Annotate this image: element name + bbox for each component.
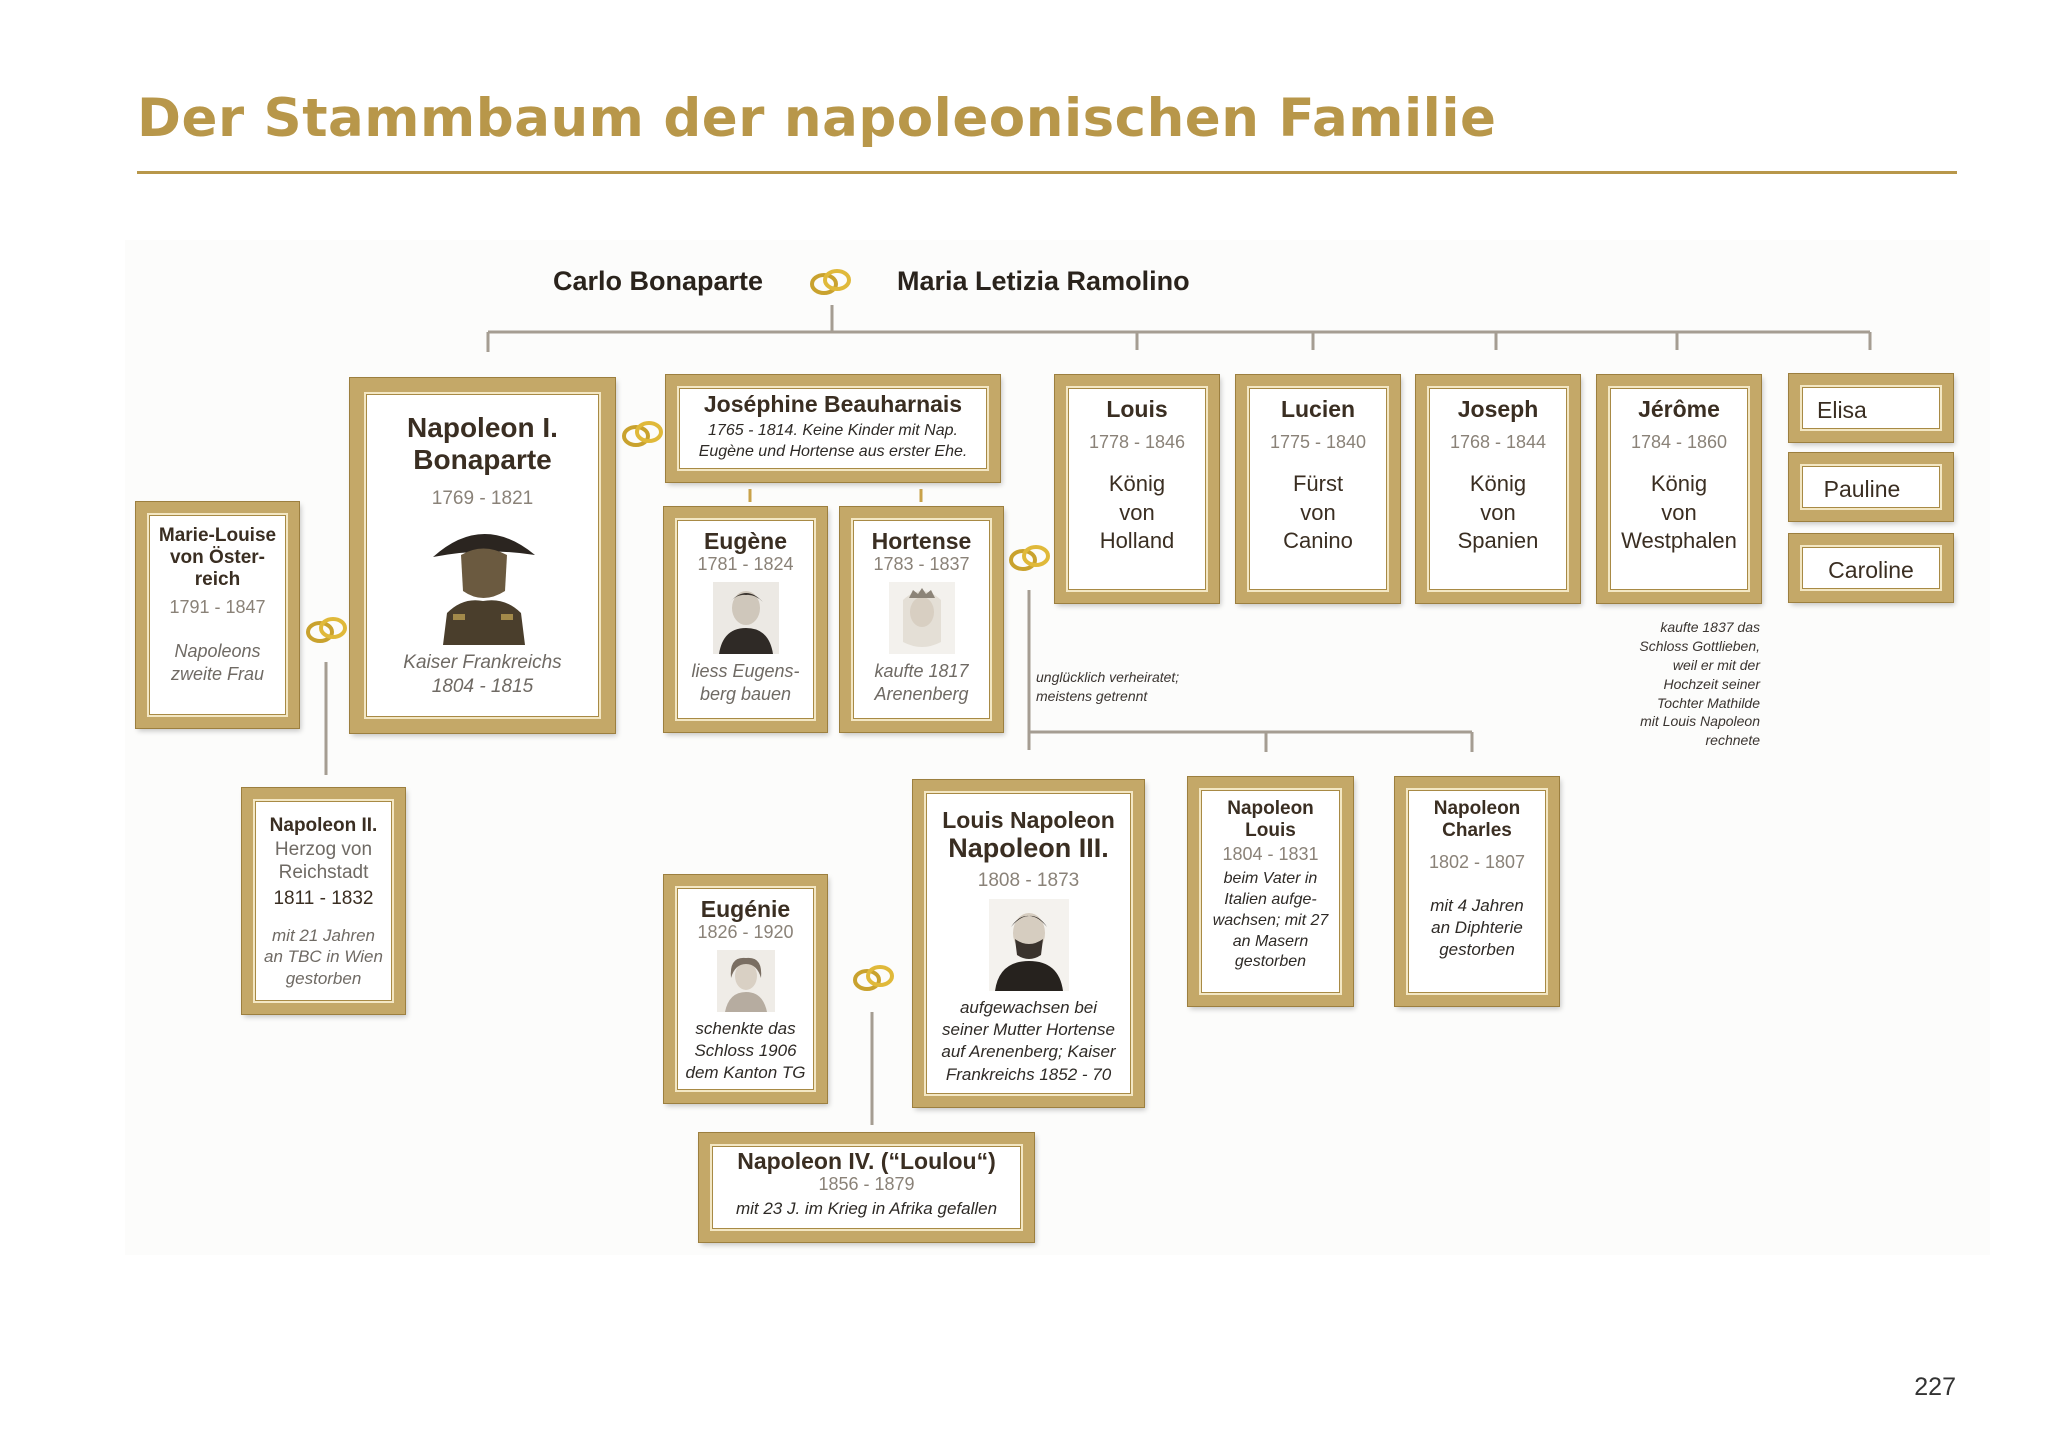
- joseph-years: 1768 - 1844: [1449, 432, 1547, 453]
- napoleon1-name: Napoleon I. Bonaparte: [407, 412, 558, 476]
- card-napoleon-4: [699, 1133, 1034, 1242]
- louis-years: 1778 - 1846: [1088, 432, 1186, 453]
- parent-mother: Maria Letizia Ramolino: [897, 266, 1190, 296]
- hortense-name: Hortense: [871, 528, 972, 554]
- napoleon-louis-name: Napoleon Louis: [1227, 798, 1314, 841]
- napoleon-3-portrait-icon: [989, 899, 1069, 991]
- lucien-title: Fürst von Canino: [1283, 471, 1353, 554]
- card-napoleon-charles: [1395, 777, 1559, 1006]
- card-napoleon-louis: [1188, 777, 1353, 1006]
- louis-title: König von Holland: [1099, 471, 1175, 554]
- card-elisa: [1789, 374, 1953, 442]
- joseph-title: König von Spanien: [1457, 471, 1539, 554]
- napoleon-louis-note: beim Vater in Italien aufge- wachsen; mit 27 an Masern gestorben: [1212, 870, 1329, 971]
- parent-father: Carlo Bonaparte: [553, 266, 764, 296]
- wedding-rings-icon: [304, 613, 350, 647]
- napoleon2-title: Herzog von Reichstadt: [274, 838, 373, 883]
- hortense-portrait-icon: [889, 582, 955, 654]
- hortense-note: kaufte 1817 Arenenberg: [874, 661, 969, 704]
- card-napoleon-1: [350, 378, 615, 733]
- eugenie-years: 1826 - 1920: [697, 922, 794, 943]
- card-marie-louise: [136, 502, 299, 728]
- napoleon2-years: 1811 - 1832: [273, 888, 374, 910]
- caroline-name: Caroline: [1828, 557, 1914, 583]
- eugene-note: liess Eugens- berg bauen: [691, 661, 800, 704]
- page-number: 227: [1914, 1373, 1956, 1401]
- louis-name: Louis: [1106, 396, 1168, 422]
- napoleon2-name: Napoleon II.: [269, 815, 378, 836]
- card-pauline: [1789, 453, 1953, 521]
- jerome-name: Jérôme: [1638, 396, 1720, 422]
- napoleon-charles-name: Napoleon Charles: [1433, 798, 1521, 841]
- napoleon1-note: Kaiser Frankreichs 1804 - 1815: [403, 652, 562, 697]
- card-napoleon-3: [913, 780, 1144, 1107]
- marie-louise-name: Marie-Louise von Öster- reich: [158, 525, 277, 590]
- joseph-name: Joseph: [1457, 396, 1539, 422]
- lucien-years: 1775 - 1840: [1269, 432, 1367, 453]
- wedding-rings-icon: [851, 961, 897, 995]
- wedding-rings-icon: [620, 417, 666, 451]
- wedding-rings-icon: [1007, 541, 1053, 575]
- marie-louise-years: 1791 - 1847: [169, 596, 266, 617]
- card-caroline: [1789, 534, 1953, 602]
- card-lucien: [1236, 375, 1400, 603]
- napoleon4-years: 1856 - 1879: [818, 1174, 915, 1195]
- jerome-title: König von Westphalen: [1621, 471, 1737, 554]
- card-eugene: [664, 507, 827, 732]
- eugene-years: 1781 - 1824: [697, 554, 794, 575]
- eugene-portrait-icon: [713, 582, 779, 654]
- napoleon2-note: mit 21 Jahren an TBC in Wien gestorben: [264, 926, 383, 988]
- napoleon1-years: 1769 - 1821: [431, 488, 534, 510]
- napoleon3-name: Louis Napoleon Napoleon III.: [942, 807, 1115, 864]
- eugene-name: Eugène: [703, 528, 788, 554]
- eugenie-note: schenkte das Schloss 1906 dem Kanton TG: [685, 1019, 806, 1083]
- napoleon-louis-years: 1804 - 1831: [1222, 843, 1319, 864]
- napoleon4-note: mit 23 J. im Krieg in Afrika gefallen: [735, 1199, 998, 1219]
- napoleon-charles-years: 1802 - 1807: [1428, 851, 1526, 872]
- jerome-note: kaufte 1837 das Schloss Gottlieben, weil er mit der Hochzeit seiner Tochter Mathilde mit Louis Napoleon rechnete: [1639, 619, 1760, 749]
- napoleon-bust-portrait-icon: [423, 517, 543, 645]
- napoleon-charles-note: mit 4 Jahren an Diphterie gestorben: [1430, 896, 1524, 960]
- elisa-name: Elisa: [1817, 397, 1867, 423]
- napoleon3-years: 1808 - 1873: [977, 870, 1080, 892]
- marie-louise-note: Napoleons zweite Frau: [170, 641, 265, 684]
- napoleon3-note: aufgewachsen bei seiner Mutter Hortense auf Arenenberg; Kaiser Frankreichs 1852 - 70: [941, 998, 1116, 1084]
- eugenie-name: Eugénie: [700, 896, 791, 922]
- marriage-note: unglücklich verheiratet; meistens getrennt: [1036, 669, 1180, 704]
- eugenie-portrait-icon: [717, 950, 775, 1012]
- page-title: Der Stammbaum der napoleonischen Familie: [137, 88, 1497, 149]
- hortense-years: 1783 - 1837: [873, 554, 970, 575]
- card-louis: [1055, 375, 1219, 603]
- card-eugenie: [664, 875, 827, 1103]
- josephine-name: Joséphine Beauharnais: [703, 391, 963, 417]
- jerome-years: 1784 - 1860: [1630, 432, 1728, 453]
- card-hortense: [840, 507, 1003, 732]
- card-joseph: [1416, 375, 1580, 603]
- card-josephine: [666, 375, 1000, 482]
- wedding-rings-icon: [808, 265, 854, 299]
- card-jerome: [1597, 375, 1761, 603]
- napoleon4-name: Napoleon IV. (“Loulou“): [737, 1148, 996, 1174]
- lucien-name: Lucien: [1280, 396, 1356, 422]
- josephine-note: 1765 - 1814. Keine Kinder mit Nap. Eugène und Hortense aus erster Ehe.: [698, 422, 968, 461]
- pauline-name: Pauline: [1823, 476, 1901, 502]
- card-napoleon-2: [242, 788, 405, 1014]
